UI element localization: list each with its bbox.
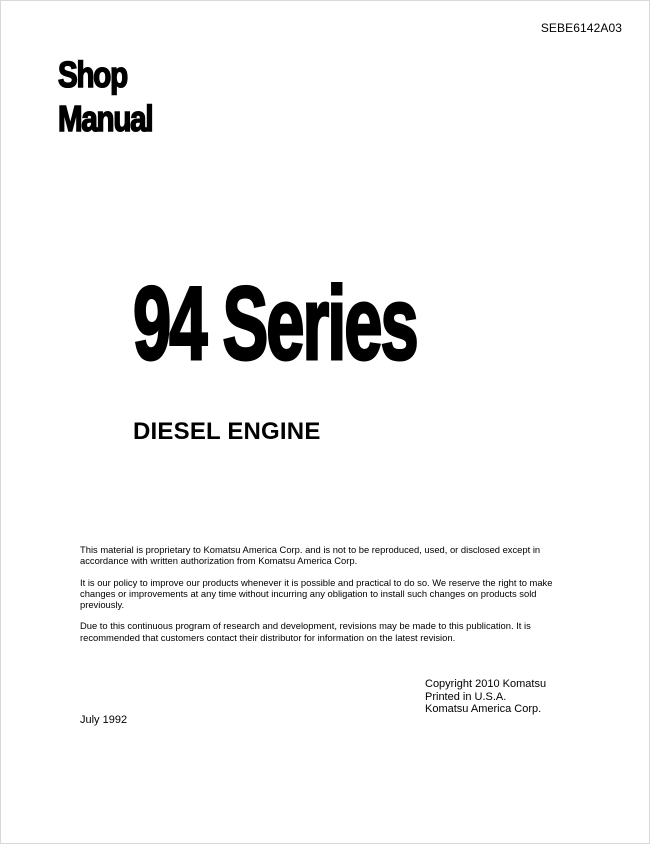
title-line-manual: Manual (58, 98, 153, 139)
company-line: Komatsu America Corp. (425, 703, 542, 715)
engine-subtitle: DIESEL ENGINE (133, 418, 321, 445)
printed-line: Printed in U.S.A. (425, 690, 507, 703)
document-code: SEBE6142A03 (540, 21, 622, 35)
legal-notices (80, 544, 562, 653)
publication-date: July 1992 (80, 714, 128, 726)
notice-revisions: Due to this continuous program of research and development, revisions may be made to this publication. It is recommended that customers contact their distributor for information on the latest revision. (80, 620, 531, 643)
copyright-block (425, 678, 546, 716)
series-title: 94 Series (133, 266, 417, 382)
title-line-shop: Shop (58, 54, 127, 95)
manual-title (58, 53, 278, 141)
notice-policy: It is our policy to improve our products whenever it is possible and practical to do so. We reserve the right to make changes or improvements at any time without incurring any obligation to install such changes on products sold previously. (80, 576, 553, 611)
copyright-line: Copyright 2010 Komatsu (425, 678, 547, 690)
notice-proprietary: This material is proprietary to Komatsu America Corp. and is not to be reproduced, used, or disclosed except in accordance with written authorization from Komatsu America Corp. (80, 544, 541, 567)
